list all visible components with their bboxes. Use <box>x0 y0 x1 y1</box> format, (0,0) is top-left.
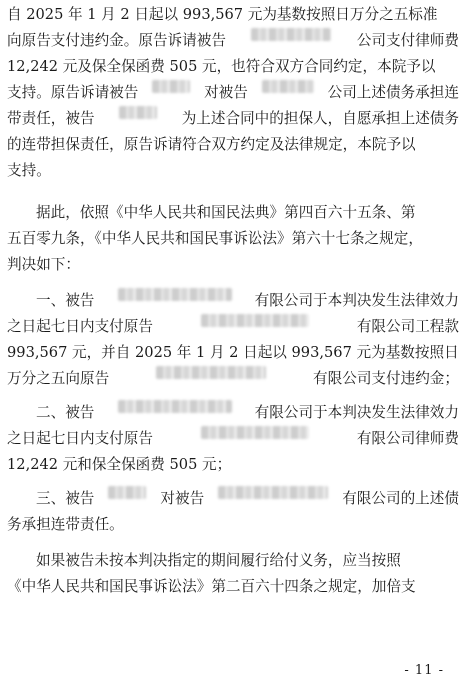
text-segment: 公司支付律师费 <box>356 32 459 49</box>
text-segment: 有限公司支付违约金； <box>313 370 459 387</box>
text-line <box>7 54 459 80</box>
redacted-name <box>108 486 146 499</box>
text-line <box>36 200 459 226</box>
text-line <box>7 512 459 538</box>
text-segment: 二、被告 <box>36 404 95 421</box>
redacted-name <box>119 106 157 119</box>
text-segment: 务承担连带责任。 <box>7 516 124 533</box>
text-segment: 判决如下： <box>7 256 80 273</box>
text-line <box>7 252 459 278</box>
redacted-name <box>262 80 314 93</box>
redacted-name <box>218 486 328 499</box>
text-line <box>36 288 459 314</box>
text-segment: 自 2025 年 1 月 2 日起以 993,567 元为基数按照日万分之五标准 <box>7 6 438 23</box>
text-segment: 12,242 元及保全保函费 505 元，也符合双方合同约定，本院予以 <box>7 58 436 75</box>
text-line <box>7 28 459 54</box>
text-line <box>7 158 459 184</box>
redacted-name <box>201 426 309 439</box>
text-segment: 为上述合同中的担保人，自愿承担上述债务 <box>181 110 459 127</box>
text-segment: 据此，依照《中华人民共和国民法典》第四百六十五条、第 <box>36 204 416 221</box>
text-line <box>7 226 459 252</box>
text-line <box>7 80 459 106</box>
text-segment: 五百零九条，《中华人民共和国民事诉讼法》第六十七条之规定， <box>7 230 423 247</box>
text-segment: 有限公司律师费 <box>356 430 459 447</box>
redacted-name <box>118 400 232 413</box>
text-line <box>36 400 459 426</box>
text-segment: 《中华人民共和国民事诉讼法》第二百六十四条之规定，加倍支 <box>7 578 416 595</box>
text-line <box>36 486 459 512</box>
text-line <box>7 132 459 158</box>
redacted-name <box>251 28 331 41</box>
text-segment: 993,567 元，并自 2025 年 1 月 2 日起以 993,567 元为基数按照日 <box>7 344 459 361</box>
text-line <box>7 366 459 392</box>
text-segment: 对被告 <box>204 84 248 101</box>
text-segment: 对被告 <box>160 490 205 507</box>
redacted-name <box>201 314 309 327</box>
text-segment: 公司上述债务承担连 <box>327 84 459 101</box>
text-line <box>7 426 459 452</box>
redacted-name <box>152 80 190 93</box>
text-segment: 12,242 元和保全保函费 505 元； <box>7 456 232 473</box>
text-line <box>7 340 459 366</box>
text-segment: 之日起七日内支付原告 <box>7 318 153 335</box>
page-number: - 11 - <box>404 663 444 678</box>
text-line <box>7 2 459 28</box>
text-line <box>7 452 459 478</box>
text-segment: 有限公司的上述债 <box>342 490 459 507</box>
text-segment: 有限公司于本判决发生法律效力 <box>254 404 459 421</box>
text-segment: 之日起七日内支付原告 <box>7 430 153 447</box>
text-segment: 如果被告未按本判决指定的期间履行给付义务，应当按照 <box>36 552 401 569</box>
text-line <box>7 574 459 600</box>
redacted-name <box>118 288 232 301</box>
text-segment: 带责任，被告 <box>7 110 95 127</box>
text-segment: 支持。原告诉请被告 <box>7 84 139 101</box>
text-segment: 有限公司工程款 <box>356 318 459 335</box>
text-segment: 的连带担保责任，原告诉请符合双方约定及法律规定，本院予以 <box>7 136 416 153</box>
text-segment: 有限公司于本判决发生法律效力 <box>254 292 459 309</box>
text-segment: 支持。 <box>7 162 51 179</box>
text-segment: 万分之五向原告 <box>7 370 110 387</box>
text-segment: 一、被告 <box>36 292 95 309</box>
text-line <box>7 106 459 132</box>
text-segment: 向原告支付违约金。原告诉请被告 <box>7 32 226 49</box>
text-segment: 三、被告 <box>36 490 95 507</box>
text-line <box>36 548 459 574</box>
text-line <box>7 314 459 340</box>
redacted-name <box>156 366 266 379</box>
